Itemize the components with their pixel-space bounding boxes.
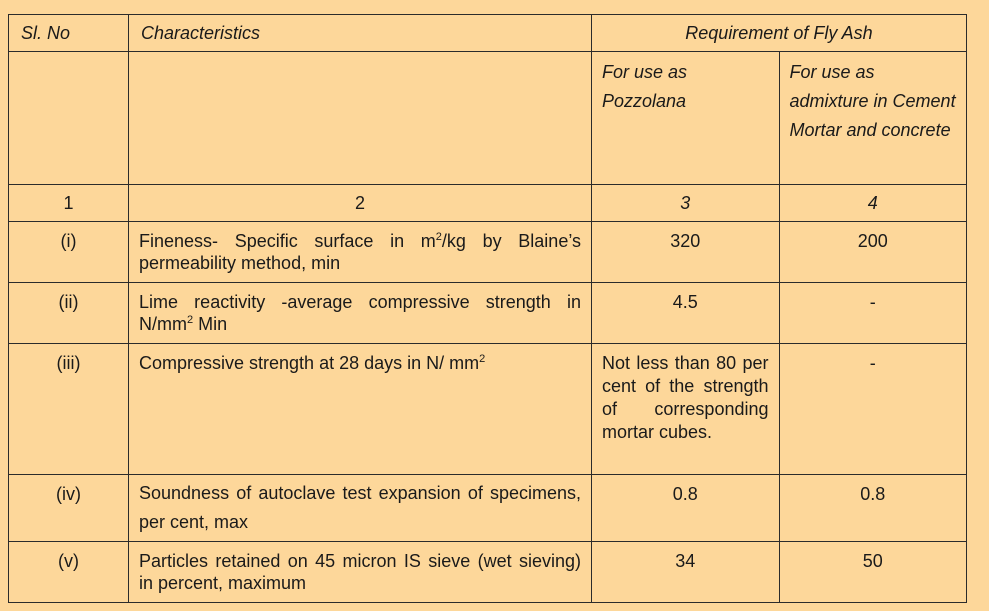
row-characteristic: Fineness- Specific surface in $m^2/kg$ by Blaine’s permeability method, min xyxy=(129,222,592,283)
header-characteristics: Characteristics xyxy=(129,15,592,52)
row-number: (iv) xyxy=(9,475,129,542)
subheader-empty-1 xyxy=(9,52,129,185)
subheader-row xyxy=(9,52,967,185)
row-admixture-value: 200 xyxy=(779,222,967,283)
table-row xyxy=(9,283,967,344)
subheader-pozzolana: For use as Pozzolana xyxy=(592,52,780,185)
row-pozzolana-value: 0.8 xyxy=(592,475,780,542)
row-admixture-value: 0.8 xyxy=(779,475,967,542)
fly-ash-requirements-table xyxy=(8,14,967,603)
row-pozzolana-value: 320 xyxy=(592,222,780,283)
table-row xyxy=(9,475,967,542)
row-characteristic: Lime reactivity -average compressive strength in $N/mm^2$ Min xyxy=(129,283,592,344)
column-number-row xyxy=(9,185,967,222)
table-row xyxy=(9,344,967,475)
row-characteristic: Soundness of autoclave test expansion of specimens, per cent, max xyxy=(129,475,592,542)
row-number: (i) xyxy=(9,222,129,283)
table-row xyxy=(9,542,967,603)
column-number-1: 1 xyxy=(9,185,129,222)
row-pozzolana-value: 4.5 xyxy=(592,283,780,344)
table-row xyxy=(9,222,967,283)
header-requirement-group: Requirement of Fly Ash xyxy=(592,15,967,52)
row-characteristic: Compressive strength at 28 days in N/ $mm^2$ xyxy=(129,344,592,475)
row-pozzolana-value: 34 xyxy=(592,542,780,603)
row-number: (ii) xyxy=(9,283,129,344)
row-number: (iii) xyxy=(9,344,129,475)
subheader-empty-2 xyxy=(129,52,592,185)
row-admixture-value: 50 xyxy=(779,542,967,603)
row-characteristic: Particles retained on 45 micron IS sieve (wet sieving) in percent, maximum xyxy=(129,542,592,603)
column-number-4: 4 xyxy=(779,185,967,222)
subheader-admixture: For use as admixture in Cement Mortar and concrete xyxy=(779,52,967,185)
header-row xyxy=(9,15,967,52)
column-number-2: 2 xyxy=(129,185,592,222)
row-pozzolana-value: Not less than 80 per cent of the strength of corresponding mortar cubes. xyxy=(592,344,780,475)
row-admixture-value: - xyxy=(779,344,967,475)
row-admixture-value: - xyxy=(779,283,967,344)
column-number-3: 3 xyxy=(592,185,780,222)
row-number: (v) xyxy=(9,542,129,603)
header-sl-no: Sl. No xyxy=(9,15,129,52)
